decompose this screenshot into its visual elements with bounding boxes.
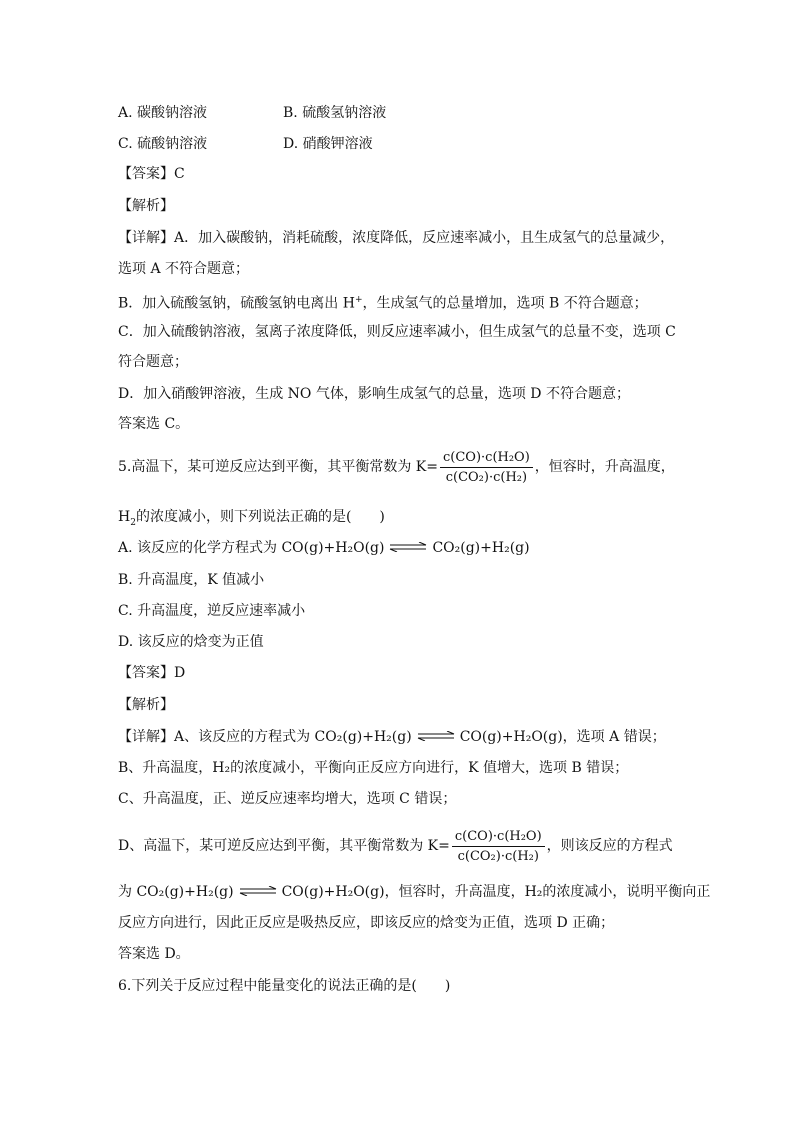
option-c: C. 升高温度，逆反应速率减小 xyxy=(118,603,306,619)
question-stem xyxy=(118,447,675,487)
detail-line xyxy=(118,826,673,866)
detail-text: ，则该反应的方程式 xyxy=(546,838,673,854)
option-d: D. 硝酸钾溶液 xyxy=(283,136,373,152)
analysis-label: 【解析】 xyxy=(118,198,174,214)
question-stem-line2 xyxy=(118,507,385,533)
answer-line: 【答案】C xyxy=(118,166,185,182)
detail-line: B、升高温度，H₂的浓度减小，平衡向正反应方向进行，K 值增大，选项 B 错误； xyxy=(118,760,629,776)
detail-line: 符合题意； xyxy=(118,354,188,370)
option-c: C. 硫酸钠溶液 xyxy=(118,136,208,152)
detail-line xyxy=(118,882,710,902)
answer-line: 【答案】D xyxy=(118,665,186,681)
equilibrium-arrow-icon xyxy=(388,538,428,558)
detail-text: B．加入硫酸氢钠，硫酸氢钠电离出 H xyxy=(118,295,355,312)
detail-line xyxy=(118,290,648,314)
fraction-denominator: c(CO₂)·c(H₂) xyxy=(445,469,528,485)
final-answer: 答案选 C。 xyxy=(118,416,190,432)
detail-line: D．加入硝酸钾溶液，生成 NO 气体，影响生成氢气的总量，选项 D 不符合题意； xyxy=(118,386,630,402)
h2-symbol: $H_2$ xyxy=(118,509,136,528)
analysis-label: 【解析】 xyxy=(118,697,174,713)
option-text: A. 该反应的化学方程式为 CO(g)+H₂O(g) xyxy=(118,540,385,556)
option-b: B. 硫酸氢钠溶液 xyxy=(283,105,387,121)
option-b: B. 升高温度，K 值减小 xyxy=(118,572,265,588)
detail-text: D、高温下，某可逆反应达到平衡，其平衡常数为 K= xyxy=(118,838,450,854)
equilibrium-arrow-icon xyxy=(416,727,456,747)
option-text: CO₂(g)+H₂(g) xyxy=(432,540,530,556)
detail-line: C．加入硫酸钠溶液，氢离子浓度降低，则反应速率减小，但生成氢气的总量不变，选项 C xyxy=(118,324,676,340)
fraction-numerator: c(CO)·c(H₂O) xyxy=(440,449,533,468)
equilibrium-fraction xyxy=(452,828,545,865)
detail-line: C、升高温度，正、逆反应速率均增大，选项 C 错误； xyxy=(118,791,457,807)
fraction-numerator: c(CO)·c(H₂O) xyxy=(452,828,545,847)
detail-text: ，生成氢气的总量增加，选项 B 不符合题意； xyxy=(362,295,648,312)
stem-text: 5.高温下，某可逆反应达到平衡，其平衡常数为 K= xyxy=(118,459,438,475)
question-stem: 6.下列关于反应过程中能量变化的说法正确的是( ) xyxy=(118,978,451,994)
option-d: D. 该反应的焓变为正值 xyxy=(118,634,264,650)
option-a: A. 碳酸钠溶液 xyxy=(118,105,208,121)
stem-text: 的浓度减小，则下列说法正确的是( ) xyxy=(135,509,385,525)
detail-text: 【详解】A、该反应的方程式为 CO₂(g)+H₂(g) xyxy=(118,729,412,745)
detail-line: 选项 A 不符合题意； xyxy=(118,261,250,277)
superscript: + xyxy=(354,295,363,305)
equilibrium-fraction xyxy=(440,449,533,486)
detail-text: CO(g)+H₂O(g)，恒容时，升高温度，H₂的浓度减小，说明平衡向正 xyxy=(281,884,711,900)
detail-line: 反应方向进行，因此正反应是吸热反应，即该反应的焓变为正值，选项 D 正确； xyxy=(118,915,615,931)
detail-text: 为 CO₂(g)+H₂(g) xyxy=(118,884,234,900)
detail-text: CO(g)+H₂O(g)，选项 A 错误； xyxy=(459,729,666,745)
equilibrium-arrow-icon xyxy=(238,882,278,902)
option-a xyxy=(118,538,530,558)
detail-line xyxy=(118,727,666,747)
stem-text: ，恒容时，升高温度， xyxy=(534,459,675,475)
final-answer: 答案选 D。 xyxy=(118,946,190,962)
fraction-denominator: c(CO₂)·c(H₂) xyxy=(457,848,539,864)
detail-line: 【详解】A．加入碳酸钠，消耗硫酸，浓度降低，反应速率减小，且生成氢气的总量减少， xyxy=(118,230,675,246)
